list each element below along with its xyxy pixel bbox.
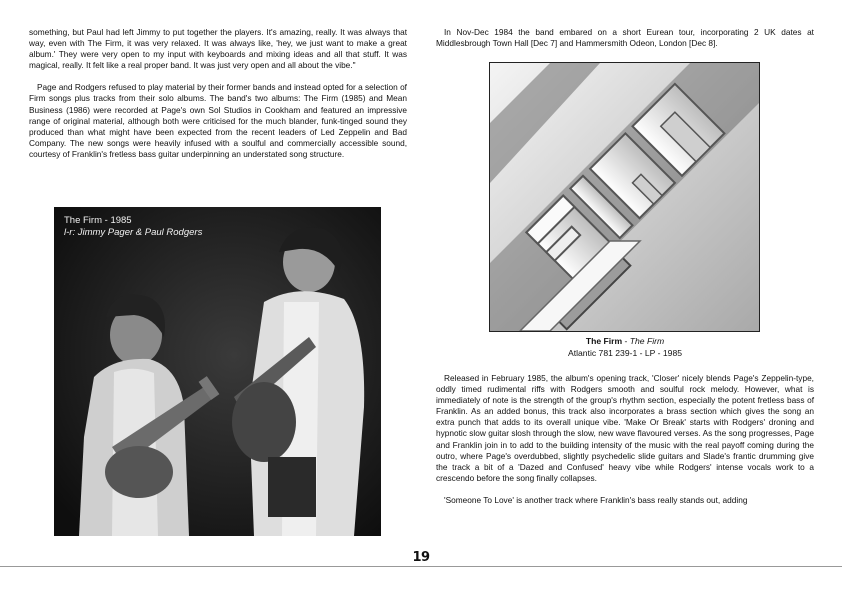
album-cover — [489, 62, 760, 332]
album-caption-separator: - — [622, 336, 630, 346]
left-column-text — [29, 27, 407, 160]
photo-caption-subtitle: l-r: Jimmy Pager & Paul Rodgers — [64, 227, 203, 238]
album-caption-band: The Firm — [585, 336, 623, 346]
footer-divider — [0, 566, 842, 567]
right-intro-paragraph: In Nov-Dec 1984 the band embared on a short Eurean tour, incorporating 2 UK dates at Middlesbrough Town Hall [Dec 7] and Hammersmith Odeon, London [Dec 8]. — [436, 27, 814, 49]
band-photo-image — [54, 207, 381, 536]
page-number: 19 — [412, 550, 430, 565]
right-paragraph-2: 'Someone To Love' is another track where Franklin's bass really stands out, adding — [444, 494, 748, 505]
album-caption-title: The Firm — [629, 336, 665, 346]
right-column-text — [436, 373, 814, 506]
right-column-intro — [436, 27, 814, 49]
band-photo — [54, 207, 381, 536]
left-paragraph-2: Page and Rodgers refused to play material by their former bands and instead opted for a selection of Firm songs plus tracks from their solo albums. The band's two albums: The Firm (1985) and Mean Business (1986) were recorded at Page's own Sol Studios in Cookham and featured an impressive range of original material, although both were criticised for the much blander, funk-tinged sound they produced than what might have been expected from the recent leaders of Led Zeppelin and Bad Company. The new songs were heavily infused with a soulful and commercially accessible sound, courtesy of Franklin's fretless bass guitar underpinning an understated song structure. — [29, 82, 407, 159]
album-caption-line-1 — [436, 336, 814, 348]
photo-caption-title: The Firm - 1985 — [64, 215, 132, 226]
album-caption — [436, 336, 814, 359]
photo-caption — [64, 215, 202, 239]
right-paragraph-1: Released in February 1985, the album's opening track, 'Closer' nicely blends Page's Zeppelin-type, oddly timed rudimental riffs with Rodgers smooth and soulful rock melody. However, what is immediately of note is the strength of the group's rhythm section, especially the potent fretless bass of Franklin. As an added bonus, this track also incorporates a brass section which gives the song an extra punch that adds to its overall unique vibe. 'Make Or Break' starts with Rodgers' droning and hypnotic slow guitar slosh through the slow, new wave flavoured verses. As the song progresses, Page and Franklin join in to add to the building intensity of the music with the real payoff coming during the outro, where Page's overdubbed, slightly psychedelic slide guitars and Slade's frantic drumming give the track a bit of a 'Dazed and Confused' heavy vibe while Rodgers' intense vocals work to a crescendo before the song finally collapses. — [436, 373, 814, 483]
album-cover-art — [490, 63, 759, 331]
left-paragraph-1: something, but Paul had left Jimmy to put together the players. It's amazing, really. It was always that way, even with The Firm, it was very relaxed. It was always like, 'hey, we just want to make a great album.' They were very open to my input with keyboards and mixing ideas and all that stuff. It was magical, really. It felt like a real proper band. It was just very open and all about the vibe." — [29, 27, 407, 71]
album-caption-catalog: Atlantic 781 239-1 - LP - 1985 — [567, 347, 683, 358]
